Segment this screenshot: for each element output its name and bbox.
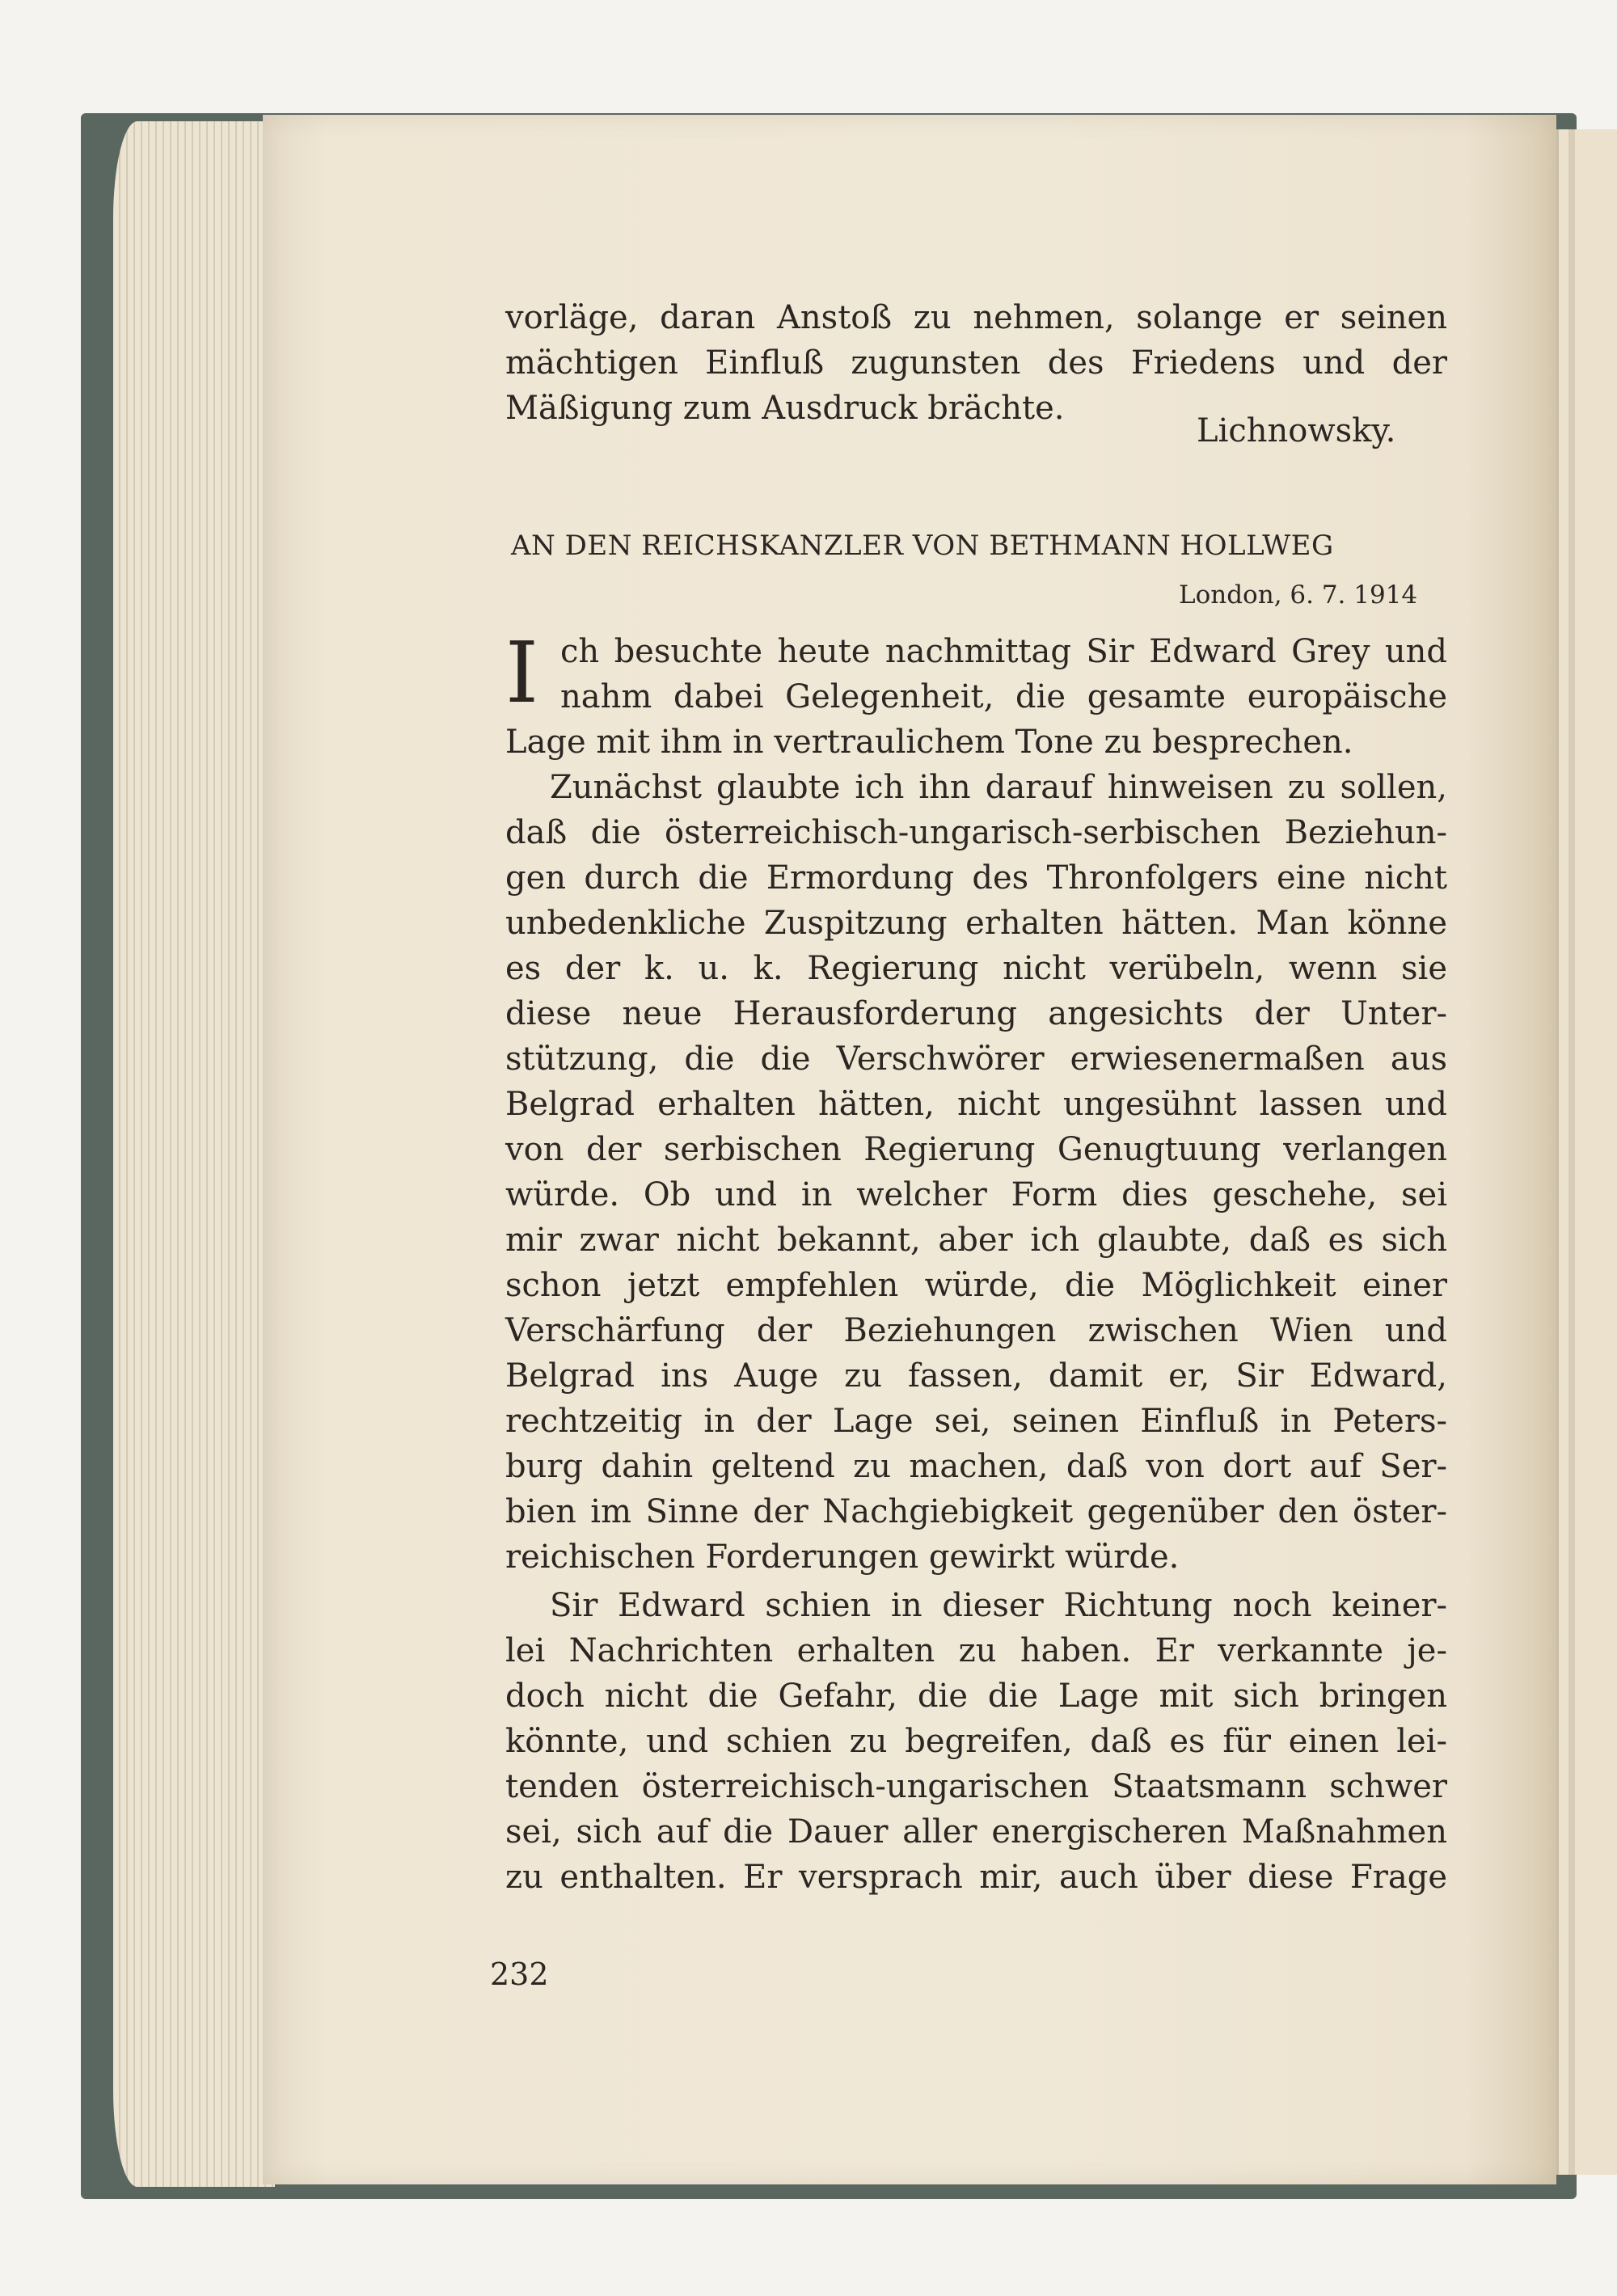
text-line: Mäßigung zum Ausdruck brächte.	[505, 390, 1065, 427]
drop-cap: I	[505, 623, 539, 722]
text-line: Zunächst glaubte ich ihn darauf hinweisen zu sollen,	[550, 769, 1447, 806]
text-line: gen durch die Ermordung des Thronfolgers eine nicht	[505, 859, 1447, 897]
text-line: könnte, und schien zu begreifen, daß es für einen lei-	[505, 1723, 1447, 1760]
page-number: 232	[490, 1956, 549, 1992]
text-line: Sir Edward schien in dieser Richtung noch keiner-	[550, 1587, 1447, 1624]
letter-heading: AN DEN REICHSKANZLER VON BETHMANN HOLLWEG	[511, 530, 1334, 562]
facing-page-gutter	[1568, 129, 1575, 2175]
text-line: lei Nachrichten erhalten zu haben. Er verkannte je-	[505, 1632, 1447, 1669]
text-line: stützung, die die Verschwörer erwiesenermaßen aus	[505, 1040, 1447, 1078]
text-line: es der k. u. k. Regierung nicht verübeln, wenn sie	[505, 950, 1447, 987]
text-line: bien im Sinne der Nachgiebigkeit gegenüber den öster-	[505, 1493, 1447, 1530]
signature: Lichnowsky.	[1197, 412, 1396, 449]
text-line: rechtzeitig in der Lage sei, seinen Einfluß in Peters-	[505, 1403, 1447, 1440]
text-line: diese neue Herausforderung angesichts der Unter-	[505, 995, 1447, 1032]
text-line: schon jetzt empfehlen würde, die Möglichkeit einer	[505, 1267, 1447, 1304]
text-line: vorläge, daran Anstoß zu nehmen, solange er seinen	[505, 299, 1447, 336]
text-line: nahm dabei Gelegenheit, die gesamte europäische	[560, 678, 1447, 715]
text-line: doch nicht die Gefahr, die die Lage mit sich bringen	[505, 1678, 1447, 1715]
text-line: Lage mit ihm in vertraulichem Tone zu besprechen.	[505, 724, 1353, 761]
text-line: zu enthalten. Er versprach mir, auch über diese Frage	[505, 1859, 1447, 1896]
text-line: tenden österreichisch-ungarischen Staatsmann schwer	[505, 1768, 1447, 1805]
text-line: reichischen Forderungen gewirkt würde.	[505, 1538, 1180, 1576]
text-line: Belgrad erhalten hätten, nicht ungesühnt lassen und	[505, 1086, 1447, 1123]
text-line: mir zwar nicht bekannt, aber ich glaubte, daß es sich	[505, 1222, 1447, 1259]
text-line: sei, sich auf die Dauer aller energischeren Maßnahmen	[505, 1813, 1447, 1851]
text-line: Belgrad ins Auge zu fassen, damit er, Sir Edward,	[505, 1357, 1447, 1395]
text-line: unbedenkliche Zuspitzung erhalten hätten. Man könne	[505, 905, 1447, 942]
text-line: ch besuchte heute nachmittag Sir Edward Grey und	[560, 633, 1447, 670]
text-line: von der serbischen Regierung Genugtuung verlangen	[505, 1131, 1447, 1168]
page-stack-edges	[113, 121, 275, 2187]
text-line: burg dahin geltend zu machen, daß von dort auf Ser-	[505, 1448, 1447, 1485]
text-line: mächtigen Einfluß zugunsten des Friedens und der	[505, 344, 1447, 382]
facing-page-edge	[1556, 129, 1617, 2175]
text-line: Verschärfung der Beziehungen zwischen Wien und	[505, 1312, 1447, 1349]
text-line: daß die österreichisch-ungarisch-serbischen Beziehun-	[505, 814, 1447, 851]
letter-dateline: London, 6. 7. 1914	[1179, 580, 1418, 610]
text-line: würde. Ob und in welcher Form dies geschehe, sei	[505, 1176, 1447, 1213]
